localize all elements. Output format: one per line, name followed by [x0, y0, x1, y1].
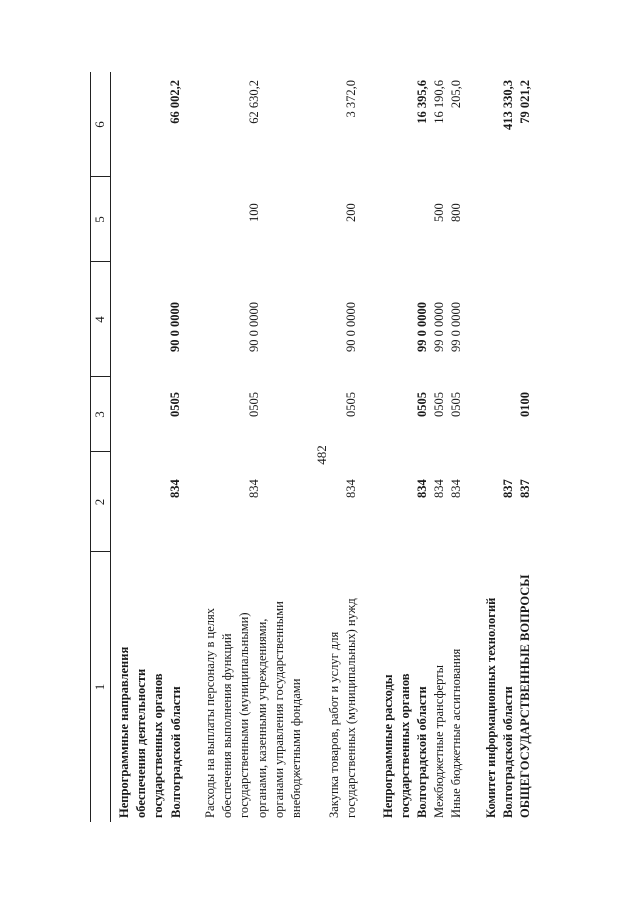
row-name: Межбюджетные трансферты [432, 664, 446, 818]
row-name: Комитет информационных технологий Волгоградской области [484, 597, 516, 818]
row-code-admin: 834 [432, 479, 446, 498]
row-code-section: 0100 [518, 392, 532, 417]
row-code-type: 100 [247, 203, 261, 222]
row-code-section: 0505 [415, 392, 429, 417]
row-amount: 3 372,0 [344, 80, 358, 118]
row-code-section: 0505 [247, 392, 261, 417]
row-code-section: 0505 [432, 392, 446, 417]
row-code-admin: 834 [168, 479, 182, 498]
row-code-type: 200 [344, 203, 358, 222]
header-col-1: 1 [92, 683, 107, 691]
row-code-section: 0505 [449, 392, 463, 417]
row-code-target: 99 0 0000 [432, 302, 446, 352]
row-amount: 16 395,6 [415, 80, 429, 124]
page-number: 482 [314, 445, 329, 465]
row-code-section: 0505 [168, 392, 182, 417]
header-col-5: 5 [92, 216, 107, 223]
row-amount: 16 190,6 [432, 80, 446, 124]
budget-table [90, 72, 610, 822]
row-amount: 205,0 [449, 80, 463, 109]
row-code-target: 90 0 0000 [168, 302, 182, 352]
row-name: ОБЩЕГОСУДАРСТВЕННЫЕ ВОПРОСЫ [518, 574, 532, 818]
row-code-admin: 834 [344, 479, 358, 498]
row-code-admin: 834 [415, 479, 429, 498]
header-col-3: 3 [92, 411, 107, 418]
row-code-admin: 837 [501, 479, 515, 498]
row-code-type: 800 [449, 203, 463, 222]
row-code-target: 90 0 0000 [344, 302, 358, 352]
row-code-admin: 837 [518, 479, 532, 498]
row-name: Непрограммные расходы государственных органов Волгоградской области [381, 673, 430, 818]
row-amount: 413 330,3 [501, 80, 515, 130]
row-amount: 66 002,2 [168, 80, 182, 124]
row-code-target: 90 0 0000 [247, 302, 261, 352]
row-name: Расходы на выплаты персоналу в целях обеспечения выполнения функций государственными (муниципальными) органами, казенными учреждениями, органами управления государственными внебюджетными фондами [203, 601, 304, 818]
row-amount: 62 630,2 [247, 80, 261, 124]
row-code-type: 500 [432, 203, 446, 222]
row-code-admin: 834 [449, 479, 463, 498]
header-col-4: 4 [92, 316, 107, 323]
header-bottom-rule [110, 72, 111, 822]
row-code-admin: 834 [247, 479, 261, 498]
row-code-section: 0505 [344, 392, 358, 417]
row-code-target: 99 0 0000 [415, 302, 429, 352]
row-name: Иные бюджетные ассигнования [449, 648, 463, 818]
header-col-2: 2 [92, 498, 107, 506]
header-col-6: 6 [92, 121, 107, 128]
row-code-target: 99 0 0000 [449, 302, 463, 352]
row-name: Закупка товаров, работ и услуг для государственных (муниципальных) нужд [327, 598, 359, 818]
row-name: Непрограммные направления обеспечения деятельности государственных органов Волгоградской области [117, 646, 183, 818]
row-amount: 79 021,2 [518, 80, 532, 124]
